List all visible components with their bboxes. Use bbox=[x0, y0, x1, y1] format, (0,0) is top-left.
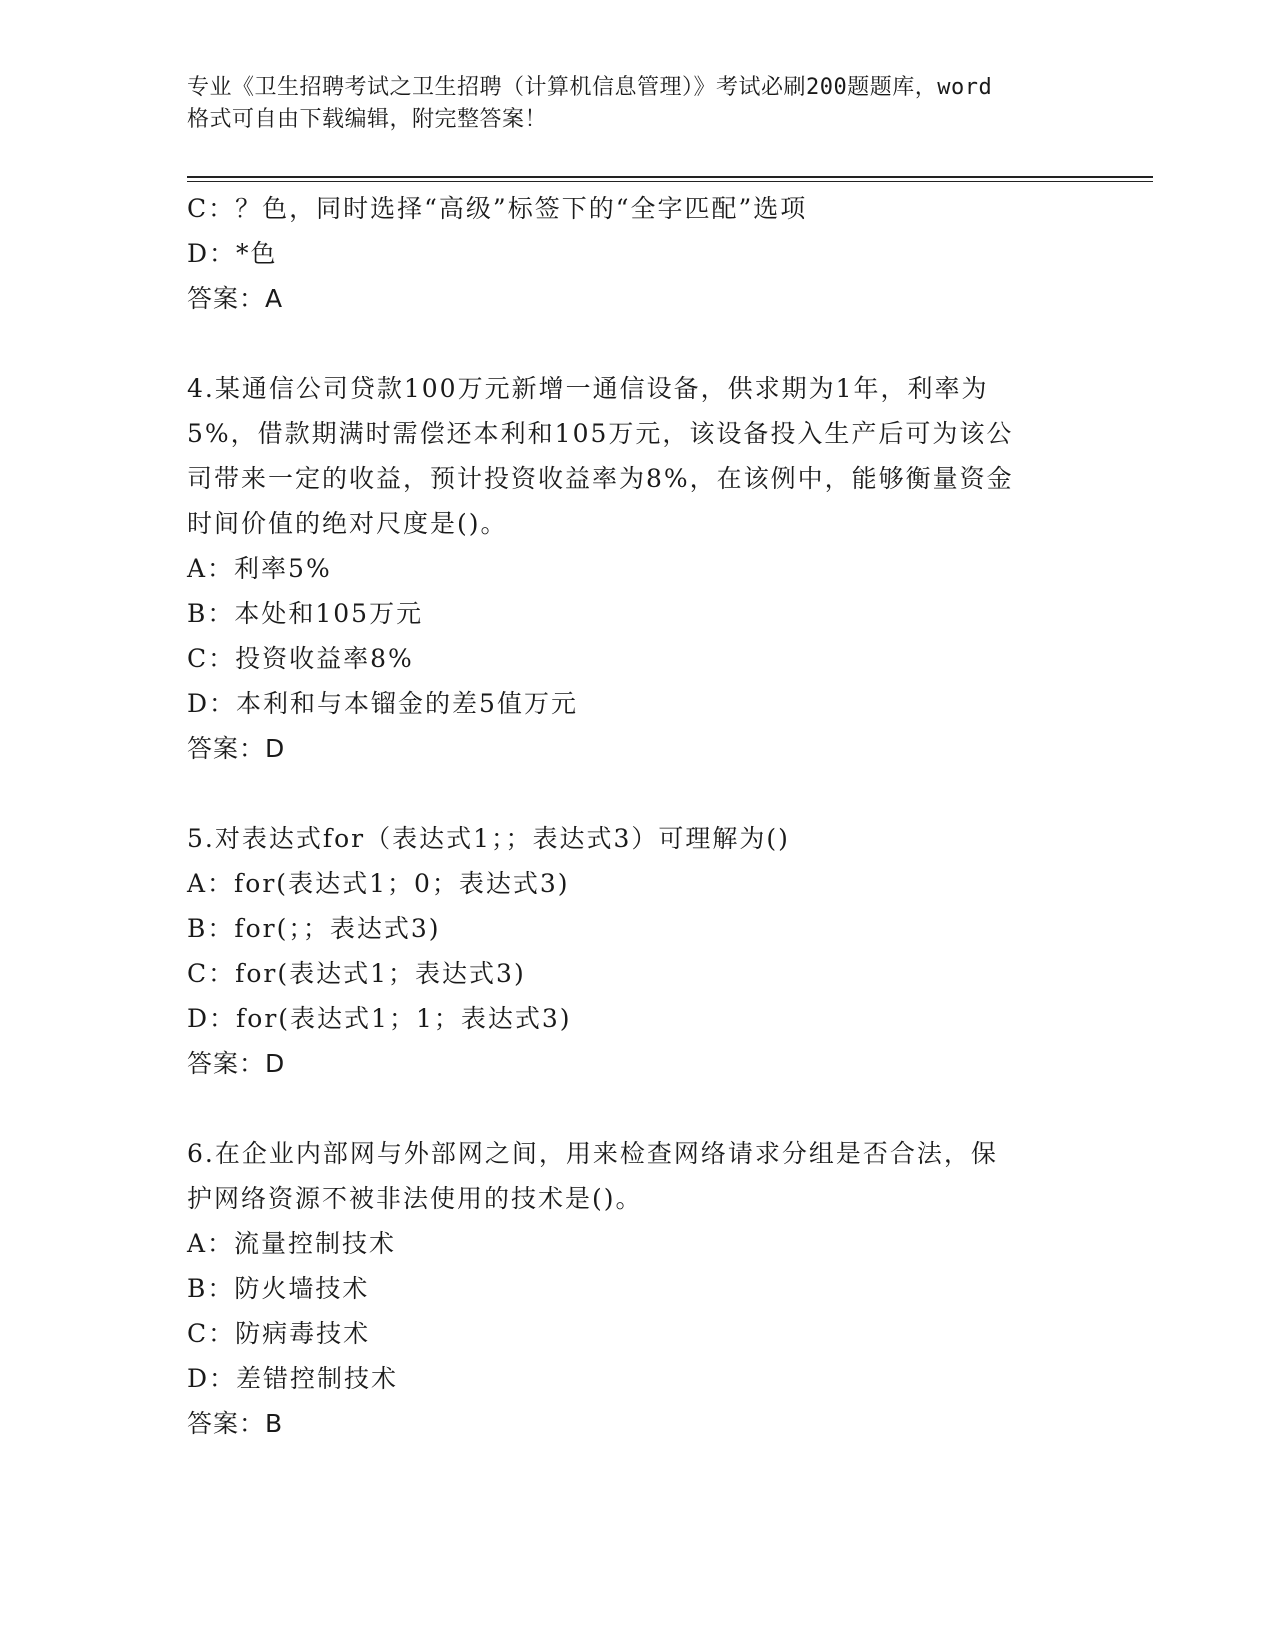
spacer bbox=[187, 321, 1087, 366]
question-block-4 bbox=[187, 366, 1087, 771]
option-c: C：？色，同时选择“高级”标签下的“全字匹配”选项 bbox=[187, 194, 808, 223]
option-d: D：*色 bbox=[187, 239, 278, 268]
option-c: C：防病毒技术 bbox=[187, 1319, 371, 1348]
question-stem: 司带来一定的收益，预计投资收益率为8%，在该例中，能够衡量资金 bbox=[187, 464, 1014, 493]
question-stem: 护网络资源不被非法使用的技术是()。 bbox=[187, 1184, 643, 1213]
question-stem: 5.对表达式for（表达式1；；表达式3）可理解为() bbox=[187, 824, 790, 853]
header-title-line-2: 格式可自由下载编辑，附完整答案！ bbox=[187, 107, 548, 132]
answer-line: 答案：A bbox=[187, 284, 284, 313]
question-block-6 bbox=[187, 1131, 1087, 1446]
answer-line: 答案：D bbox=[187, 734, 286, 763]
answer-line: 答案：B bbox=[187, 1409, 284, 1438]
option-b: B：本处和105万元 bbox=[187, 599, 424, 628]
question-stem: 6.在企业内部网与外部网之间，用来检查网络请求分组是否合法，保 bbox=[187, 1139, 998, 1168]
option-b: B：for(；；表达式3) bbox=[187, 914, 441, 943]
option-a: A：for(表达式1；0；表达式3) bbox=[187, 869, 570, 898]
header-title-line-1: 专业《卫生招聘考试之卫生招聘（计算机信息管理）》考试必刷200题题库，word bbox=[187, 75, 993, 100]
option-c: C：for(表达式1；表达式3) bbox=[187, 959, 526, 988]
question-block-5 bbox=[187, 816, 1087, 1086]
option-a: A：利率5% bbox=[187, 554, 332, 583]
question-block-3 bbox=[187, 186, 1087, 321]
answer-line: 答案：D bbox=[187, 1049, 286, 1078]
document-body bbox=[187, 186, 1087, 1446]
question-stem: 时间价值的绝对尺度是()。 bbox=[187, 509, 508, 538]
header-divider-thick bbox=[187, 176, 1153, 178]
option-a: A：流量控制技术 bbox=[187, 1229, 397, 1258]
option-d: D：for(表达式1；1；表达式3) bbox=[187, 1004, 572, 1033]
spacer bbox=[187, 771, 1087, 816]
option-d: D：本利和与本镏金的差5值万元 bbox=[187, 689, 578, 718]
document-header bbox=[187, 72, 1087, 136]
question-stem: 4.某通信公司贷款100万元新增一通信设备，供求期为1年，利率为 bbox=[187, 374, 989, 403]
question-stem: 5%，借款期满时需偿还本利和105万元，该设备投入生产后可为该公 bbox=[187, 419, 1014, 448]
option-b: B：防火墙技术 bbox=[187, 1274, 370, 1303]
spacer bbox=[187, 1086, 1087, 1131]
header-divider-thin bbox=[187, 181, 1153, 182]
option-c: C：投资收益率8% bbox=[187, 644, 414, 673]
option-d: D：差错控制技术 bbox=[187, 1364, 399, 1393]
